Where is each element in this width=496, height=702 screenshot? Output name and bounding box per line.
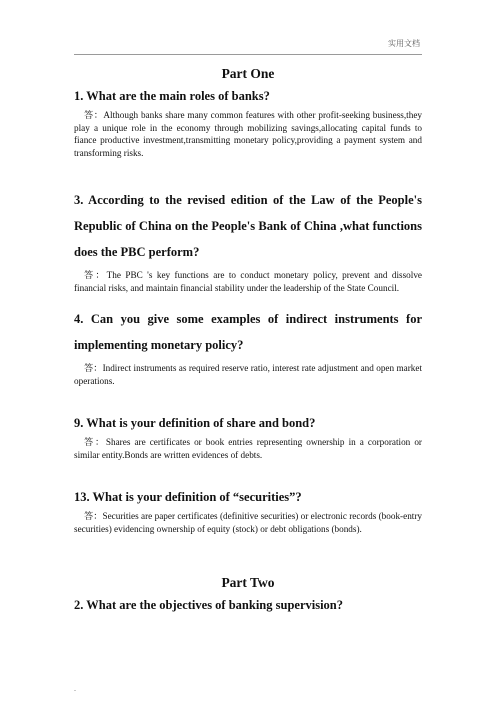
part-two-title: Part Two: [221, 575, 275, 590]
answer-3: 答：The PBC 's key functions are to conduct monetary policy, prevent and dissolve financial risks, and maintain financial stability under the leadership of the State Council.: [74, 270, 422, 293]
question-4: 4. Can you give some examples of indirect instruments for implementing monetary policy?: [74, 312, 422, 352]
question-3: 3. According to the revised edition of the Law of the People's Republic of China on the People's Bank of China ,what functions does the PBC perform?: [74, 193, 422, 259]
header-tag: 实用文档: [388, 39, 420, 48]
answer-9: 答：Shares are certificates or book entries representing ownership in a corporation or similar entity.Bonds are written evidences of debts.: [74, 437, 422, 460]
answer-13: 答：Securities are paper certificates (definitive securities) or electronic records (book-entry securities) evidencing ownership of equity (stock) or debt obligations (bonds).: [74, 511, 422, 534]
question-1: 1. What are the main roles of banks?: [74, 89, 270, 103]
question-2-part-two: 2. What are the objectives of banking supervision?: [74, 598, 344, 612]
document-body: [74, 62, 422, 614]
answer-4: 答：Indirect instruments as required reserve ratio, interest rate adjustment and open market operations.: [74, 363, 422, 386]
footer-mark: .: [74, 684, 76, 693]
part-one-title: Part One: [221, 66, 275, 81]
answer-1: 答：Although banks share many common features with other profit-seeking business,they play a unique role in the economy through mobilizing savings,allocating capital funds to fiance productive investment,transmitting monetary policy,providing a payment system and transforming risks.: [74, 110, 422, 158]
header-divider: [74, 54, 422, 55]
question-9: 9. What is your definition of share and bond?: [74, 416, 316, 430]
question-13: 13. What is your definition of “securities”?: [74, 490, 302, 504]
